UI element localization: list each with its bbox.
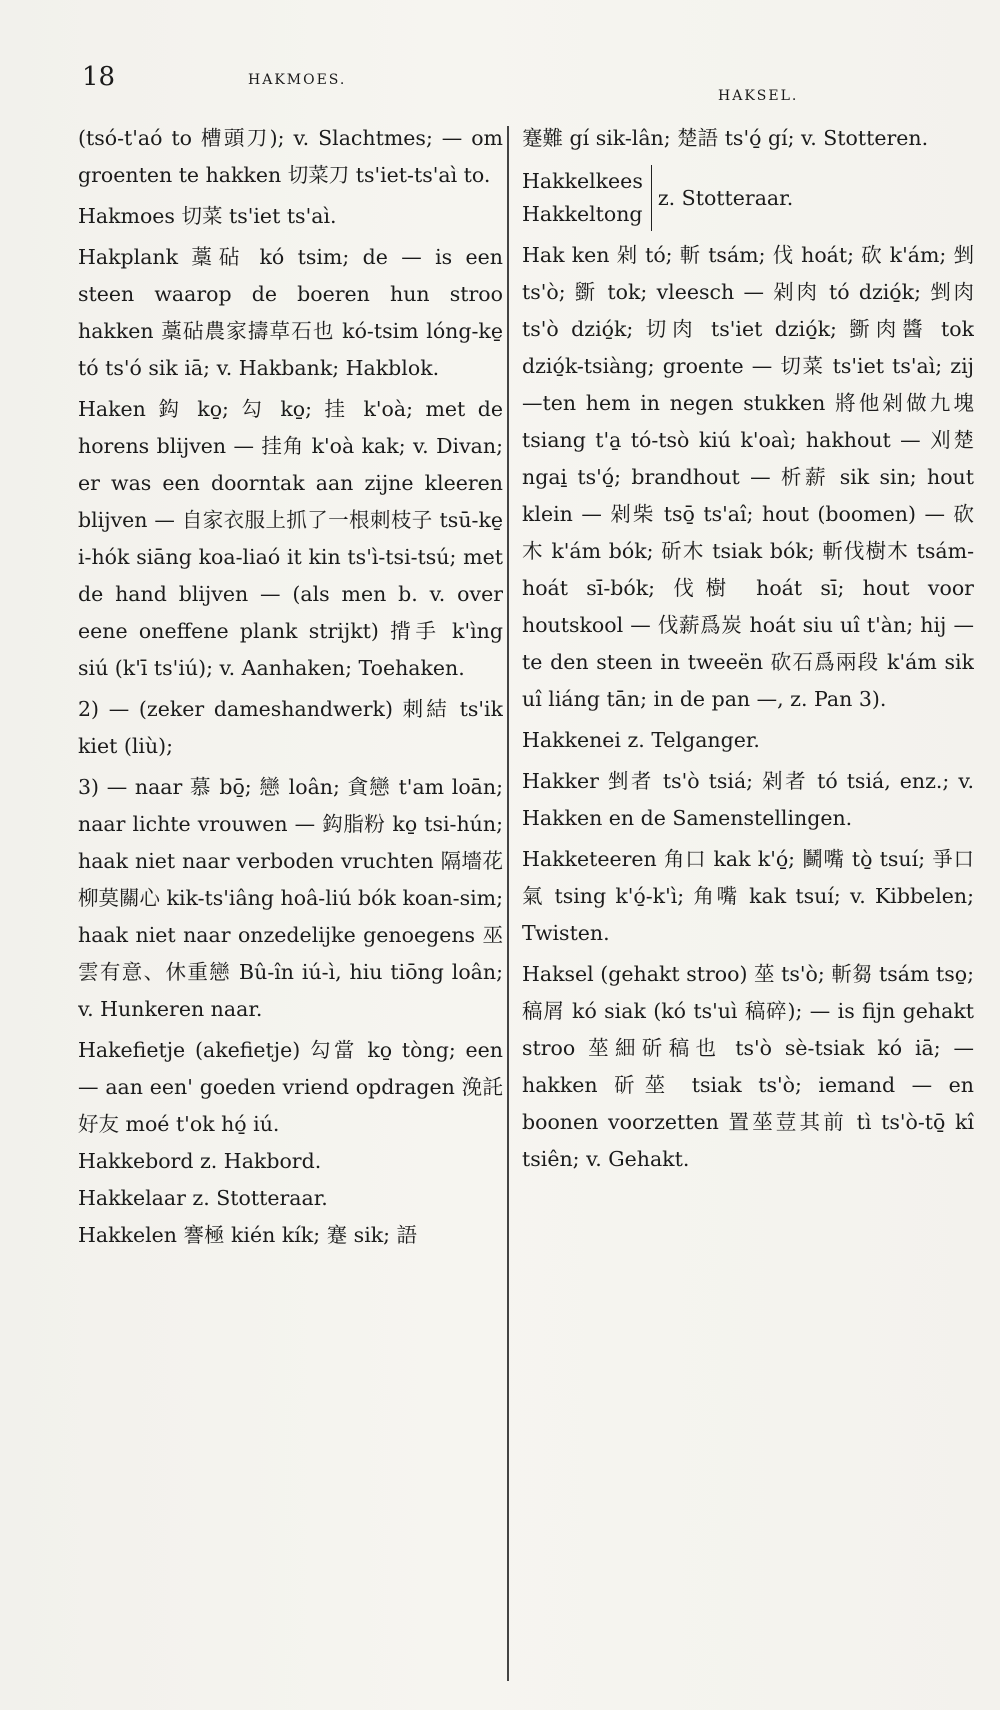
entry-hakkelen-continuation: 蹇難 gí sik-lân; 楚語 ts'ó̱ gí; v. Stotteren. — [522, 126, 929, 150]
term-hakkelkees: Hakkelkees — [522, 169, 643, 193]
entry-haken-3: 3) — naar 慕 bō̱; 戀 loân; 貪戀 t'am loān; naar lichte vrouwen — 鈎脂粉 ko̱ tsi-hún; haak niet naar verboden vruchten 隔墻花柳莫關心 kik-ts'iâng hoâ-liú bók koan-sim; haak niet naar onzedelijke genoegens 巫雲有意、休重戀 Bû-în iú-ì, hiu tiōng loân; v. Hunkeren naar. — [78, 775, 503, 1021]
entry-hakketeeren: Hakketeeren 角口 kak k'ó̱; 鬭嘴 tò̱ tsuí; 爭口氣 tsing k'ó̱-k'ì; 角嘴 kak tsuí; v. Kibbelen; Twisten. — [522, 847, 974, 945]
bracket-terms — [522, 165, 652, 231]
entry-hakkelen: Hakkelen 謇極 kién kík; 蹇 sik; 語 — [78, 1223, 418, 1247]
running-head-right: HAKSEL. — [718, 88, 799, 104]
entry-hakplank: Hakplank 藁砧 kó tsim; de — is een steen waarop de boeren hun stroo hakken 藁砧農家擣草石也 kó-tsim lóng-ke̱ tó ts'ó sik iā; v. Hakbank; Hakblok. — [78, 245, 503, 380]
page-header — [0, 62, 1000, 102]
entry-hakken: Hak ken 剁 tó; 斬 tsám; 伐 hoát; 砍 k'ám; 剉 ts'ò; 斵 tok; vleesch — 剁肉 tó dzió̱k; 剉肉 ts'ò dzió̱k; 切肉 ts'iet dzió̱k; 斵肉醬 tok dzió̱k-tsiàng; groente — 切菜 ts'iet ts'aì; zij —ten hem in negen stukken 將他剁做九塊 tsiang t'a̱ tó-tsò kiú k'oaì; hakhout — 刈楚 ngai̱ ts'ó̱; brandhout — 析薪 sik sin; hout klein — 剁柴 tsō̱ ts'aî; hout (boomen) — 砍木 k'ám bók; 斫木 tsiak bók; 斬伐樹木 tsám-hoát sī-bók; 伐樹 hoát sī; hout voor houtskool — 伐薪爲炭 hoát siu uî t'àn; hij —te den steen in tweeën 砍石爲兩段 k'ám sik uî liáng tān; in de pan —, z. Pan 3). — [522, 243, 974, 711]
entry-hakkebord: Hakkebord z. Hakbord. — [78, 1149, 322, 1173]
entry-hakefietje: Hakefietje (akefietje) 勾當 ko̱ tòng; een — aan een' goeden vriend opdragen 浼託好友 moé t'ok hó̱ iú. — [78, 1038, 503, 1136]
bracket-reference: z. Stotteraar. — [657, 186, 794, 210]
entry-haken-2: 2) — (zeker dameshandwerk) 刺結 ts'ik kiet (liù); — [78, 697, 503, 758]
page-number: 18 — [82, 62, 116, 92]
running-head-left: HAKMOES. — [248, 72, 347, 88]
entry-hakkelaar: Hakkelaar z. Stotteraar. — [78, 1186, 328, 1210]
entry-hakkenei: Hakkenei z. Telganger. — [522, 728, 760, 752]
left-column — [78, 120, 503, 1680]
term-hakkeltong: Hakkeltong — [522, 202, 643, 226]
column-divider — [507, 126, 509, 1681]
entry-hakker: Hakker 剉者 ts'ò tsiá; 剁者 tó tsiá, enz.; v. Hakken en de Samenstellingen. — [522, 769, 974, 830]
entry-haksel: Haksel (gehakt stroo) 莝 ts'ò; 斬芻 tsám tso̱; 稿屑 kó siak (kó ts'uì 稿碎); — is fijn gehakt stroo 莝細斫稿也 ts'ò sè-tsiak kó iā; — hakken 斫莝 tsiak ts'ò; iemand — en boonen voorzetten 置莝荳其前 tì ts'ò-tō̱ kî tsiên; v. Gehakt. — [522, 962, 974, 1171]
entry-haken: Haken 鈎 ko̱; 勾 ko̱; 挂 k'oà; met de horens blijven — 挂角 k'oà kak; v. Divan; er was een doorntak aan zijne kleeren blijven — 自家衣服上抓了一根刺枝子 tsū-ke̱ i-hók siāng koa-liaó it kin ts'ì-tsi-tsú; met de hand blijven — (als men b. v. over eene oneffene plank strijkt) 揹手 k'ìng siú (k'ī ts'iú); v. Aanhaken; Toehaken. — [78, 397, 503, 680]
entry-continuation: (tsó-t'aó to 槽頭刀); v. Slachtmes; — om groenten te hakken 切菜刀 ts'iet-ts'aì to. — [78, 126, 503, 187]
entry-hakmoes: Hakmoes 切菜 ts'iet ts'aì. — [78, 204, 337, 228]
bracket-group — [522, 165, 974, 231]
right-column — [522, 120, 974, 1680]
